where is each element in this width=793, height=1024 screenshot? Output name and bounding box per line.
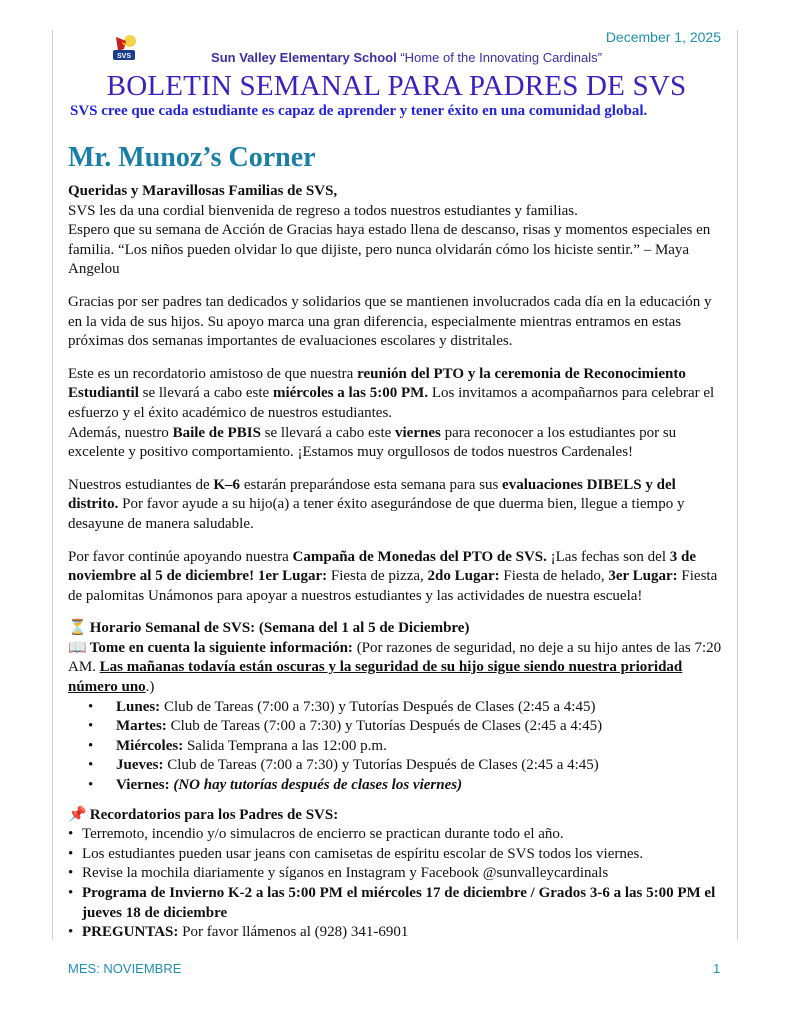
text-run: viernes — [395, 424, 441, 441]
reminder-item — [68, 845, 728, 865]
reminder-item — [68, 884, 728, 923]
text-run: Miércoles: — [116, 737, 184, 754]
text-run: 2do Lugar: — [427, 568, 500, 585]
text-run: estarán preparándose esta semana para sus — [240, 476, 503, 493]
svg-text:SVS: SVS — [116, 53, 132, 60]
newsletter-title: BOLETIN SEMANAL PARA PADRES DE SVS — [106, 70, 687, 102]
text-run: PREGUNTAS: — [82, 924, 179, 941]
text-run: Las mañanas todavía están oscuras y la seguridad de su hijo sigue siendo nuestra prioridad número uno — [68, 659, 683, 696]
text-run: Fiesta de palomitas Unámonos para apoyar a nuestros estudiantes y las actividades de nuestra escuela! — [68, 568, 718, 604]
text-run: Por favor continúe apoyando nuestra — [68, 548, 293, 565]
text-run: Club de Tareas (7:00 a 7:30) y Tutorías Después de Clases (2:45 a 4:45) — [166, 718, 603, 735]
text-run: Gracias por ser padres tan dedicados y solidarios que se mantienen involucrados cada día en la educación y en la vida de sus hijos. Su apoyo marca una gran diferencia, especialmente mientras entramos en estas próximas dos semanas importantes de evaluaciones escolares y distritales. — [68, 293, 712, 350]
text-run: Terremoto, incendio y/o simulacros de encierro se practican durante todo el año. — [82, 826, 564, 843]
text-run: Revise la mochila diariamente y síganos en Instagram y Facebook @sunvalleycardinals — [82, 865, 609, 882]
text-run: Fiesta de pizza, — [327, 568, 428, 585]
text-run: Martes: — [116, 718, 167, 735]
schedule-item — [116, 756, 728, 776]
text-run: Este es un recordatorio amistoso de que nuestra — [68, 365, 358, 382]
text-run: Además, nuestro — [68, 424, 173, 441]
text-run: miércoles a las 5:00 PM. — [272, 385, 429, 402]
text-run: Los invitamos a acompañarnos para celebrar el esfuerzo y el éxito académico de nuestros estudiantes. — [68, 385, 715, 421]
text-run: ¡Las fechas son del — [546, 548, 670, 565]
text-run: Programa de Invierno K-2 a las 5:00 PM el miércoles 17 de diciembre / Grados 3-6 a las 5:00 PM el jueves 18 de diciembre — [82, 885, 716, 921]
text-run: Por favor ayude a su hijo(a) a tener éxito asegurándose de que duerma bien, llegue a tiempo y desayune de manera saludable. — [68, 496, 685, 532]
school-header — [0, 50, 793, 65]
schedule-heading-text: Horario Semanal de SVS: (Semana del 1 al 5 de Diciembre) — [89, 620, 470, 637]
text-run: 3 de noviembre al 5 de diciembre! 1er Lugar: — [68, 548, 697, 585]
text-run: K–6 — [213, 476, 241, 493]
text-run: Por favor llámenos al (928) 341-6901 — [178, 924, 409, 941]
text-run: (Por razones de seguridad, no deje a su hijo antes de las 7:20 AM. — [68, 639, 722, 676]
text-run: Los estudiantes pueden usar jeans con camisetas de espíritu escolar de SVS todos los viernes. — [82, 845, 644, 862]
text-run: SVS les da una cordial bienvenida de regreso a todos nuestros estudiantes y familias. — [68, 202, 578, 219]
text-run: Club de Tareas (7:00 a 7:30) y Tutorías Después de Clases (2:45 a 4:45) — [163, 757, 599, 774]
book-icon: 📖 — [68, 639, 87, 656]
left-margin-line — [52, 30, 53, 940]
schedule-item — [116, 717, 728, 737]
text-run: Viernes: — [116, 777, 170, 794]
text-run: Tome en cuenta la siguiente información: — [89, 639, 353, 656]
reminders-heading — [68, 806, 728, 826]
corner-paragraphs — [68, 182, 728, 606]
text-run: Jueves: — [116, 757, 164, 774]
schedule-note-text — [68, 640, 721, 695]
text-run: Espero que su semana de Acción de Gracias haya estado llena de descanso, risas y momentos especiales en familia. “Los niños pueden olvidar lo que dijiste, pero nunca olvidarán cómo los hiciste sentir.” – Maya Angelou — [68, 222, 711, 278]
reminders-list — [68, 825, 728, 943]
pushpin-icon: 📌 — [68, 806, 87, 823]
text-run: Queridas y Maravillosas Familias de SVS, — [68, 183, 338, 199]
newsletter-date: December 1, 2025 — [605, 29, 721, 45]
schedule-heading — [68, 619, 728, 639]
text-run: Lunes: — [116, 698, 161, 715]
footer-month: MES: NOVIEMBRE — [68, 961, 182, 976]
reminder-item — [68, 864, 728, 884]
text-run: Fiesta de helado, — [499, 568, 609, 585]
corner-paragraph — [68, 293, 728, 352]
schedule-item — [116, 698, 728, 718]
schedule-note — [68, 639, 728, 698]
schedule-item — [116, 737, 728, 757]
text-run: Salida Temprana a las 12:00 p.m. — [183, 737, 387, 754]
newsletter-body — [68, 140, 728, 943]
right-margin-line — [737, 30, 738, 940]
reminder-item — [68, 825, 728, 845]
text-run: .) — [145, 679, 155, 696]
text-run: se llevará a cabo este — [138, 385, 273, 402]
text-run: Nuestros estudiantes de — [68, 476, 214, 493]
text-run: evaluaciones DIBELS y del distrito. — [68, 476, 676, 513]
corner-paragraph — [68, 365, 728, 463]
schedule-list — [68, 698, 728, 796]
text-run: Club de Tareas (7:00 a 7:30) y Tutorías Después de Clases (2:45 a 4:45) — [160, 698, 596, 715]
corner-paragraph — [68, 182, 728, 280]
corner-paragraph — [68, 476, 728, 535]
school-slogan: “Home of the Innovating Cardinals” — [400, 50, 602, 65]
schedule-item — [116, 776, 728, 796]
text-run: Baile de PBIS — [172, 424, 261, 441]
text-run: para reconocer a los estudiantes por su excelente y positivo comportamiento. ¡Estamos muy orgullosos de todos nuestros Cardenales! — [68, 424, 677, 461]
text-run: reunión del PTO y la ceremonia de Reconocimiento Estudiantil — [68, 365, 686, 402]
corner-paragraph — [68, 548, 728, 607]
text-run: Campaña de Monedas del PTO de SVS. — [292, 548, 547, 565]
text-run: se llevará a cabo este — [260, 424, 396, 441]
page-number: 1 — [713, 961, 721, 976]
text-run: 3er Lugar: — [608, 568, 678, 585]
school-motto: SVS cree que cada estudiante es capaz de aprender y tener éxito en una comunidad global. — [70, 103, 648, 119]
school-name: Sun Valley Elementary School — [211, 50, 397, 65]
reminder-item — [68, 923, 728, 943]
hourglass-icon: ⏳ — [68, 620, 87, 637]
text-run: (NO hay tutorías después de clases los viernes) — [173, 777, 463, 794]
reminders-heading-text: Recordatorios para los Padres de SVS: — [89, 806, 339, 823]
corner-heading: Mr. Munoz’s Corner — [68, 142, 316, 173]
